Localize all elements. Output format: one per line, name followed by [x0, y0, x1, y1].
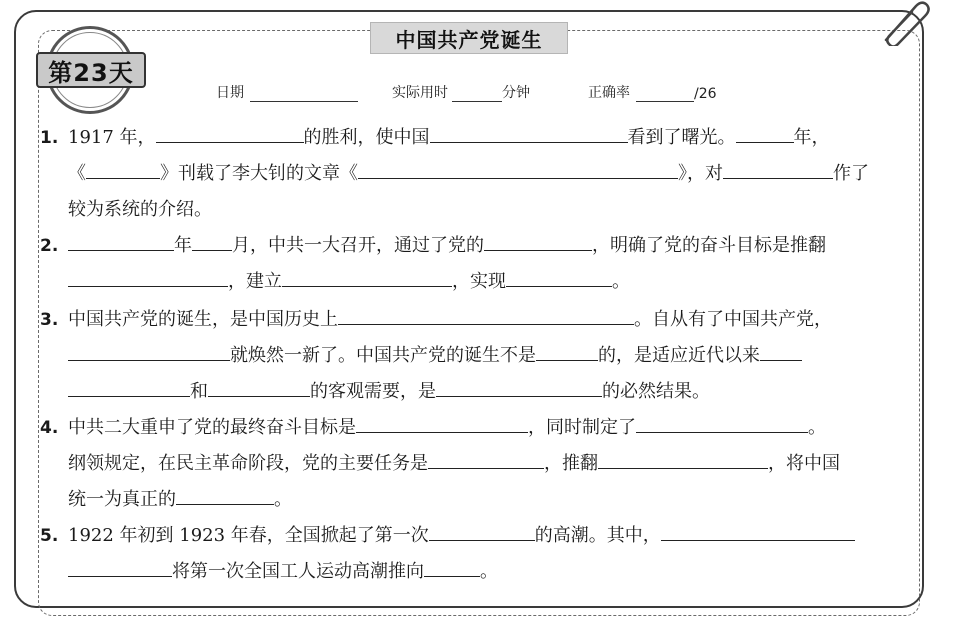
answer-blank[interactable]	[68, 229, 174, 251]
question-line	[68, 120, 830, 156]
answer-blank[interactable]	[723, 157, 833, 179]
question-text: ，明确了党的奋斗目标是推翻	[592, 235, 826, 256]
question-text: 的客观需要，是	[310, 381, 436, 402]
question-text: 看到了曙光。	[627, 127, 736, 148]
question-text: 的，是适应近代以来	[598, 345, 760, 366]
question-text: 统一为真正的	[68, 489, 176, 510]
answer-blank[interactable]	[192, 229, 232, 251]
answer-blank[interactable]	[428, 447, 544, 469]
answer-blank[interactable]	[68, 265, 228, 287]
answer-blank[interactable]	[736, 121, 794, 143]
question-text: 和	[190, 381, 208, 402]
question-text: 1917 年，	[68, 127, 156, 148]
question-text: 。	[612, 271, 630, 292]
question-text: ，建立	[228, 271, 282, 292]
question-text: 作了	[833, 163, 869, 184]
answer-blank[interactable]	[506, 265, 612, 287]
answer-blank[interactable]	[176, 483, 274, 505]
answer-blank[interactable]	[661, 519, 855, 541]
question-line	[68, 410, 826, 446]
question-line	[68, 446, 840, 482]
question-text: 》刊载了李大钊的文章《	[160, 163, 358, 184]
question-line	[68, 156, 869, 192]
accuracy-label: 正确率	[588, 85, 630, 101]
question-text: 。	[480, 561, 498, 582]
answer-blank[interactable]	[68, 375, 190, 397]
question-text: 》，对	[678, 163, 723, 184]
question-line	[68, 192, 212, 228]
answer-blank[interactable]	[68, 555, 172, 577]
question-text: 就焕然一新了。中国共产党的诞生不是	[230, 345, 536, 366]
question-line	[68, 554, 498, 590]
day-badge	[28, 26, 148, 114]
question-text: 1922 年初到 1923 年春，全国掀起了第一次	[68, 525, 429, 546]
answer-blank[interactable]	[282, 265, 452, 287]
question-text: 年，	[793, 127, 830, 148]
question-text: 中共二大重申了党的最终奋斗目标是	[68, 417, 356, 438]
question-number: 5.	[40, 526, 59, 546]
question-text: 。	[274, 489, 292, 510]
accuracy-total: /26	[694, 86, 717, 102]
question-text: ，将中国	[768, 453, 840, 474]
question-line	[68, 482, 292, 518]
answer-blank[interactable]	[86, 157, 160, 179]
time-unit: 分钟	[502, 85, 530, 101]
answer-blank[interactable]	[430, 121, 628, 143]
question-text: 的高潮。其中，	[534, 525, 661, 546]
answer-blank[interactable]	[484, 229, 592, 251]
question-text: ，实现	[452, 271, 506, 292]
accuracy-field	[588, 82, 717, 102]
accuracy-blank[interactable]	[636, 86, 694, 102]
question-text: 较为系统的介绍。	[68, 199, 212, 220]
question-text: 的胜利，使中国	[303, 127, 430, 148]
answer-blank[interactable]	[156, 121, 304, 143]
question-text: 纲领规定，在民主革命阶段，党的主要任务是	[68, 453, 428, 474]
answer-blank[interactable]	[424, 555, 480, 577]
date-field	[216, 82, 358, 102]
question-number: 3.	[40, 310, 59, 330]
question-text: 的必然结果。	[602, 381, 710, 402]
answer-blank[interactable]	[760, 339, 802, 361]
time-field	[392, 82, 530, 102]
paperclip-icon	[872, 0, 930, 46]
question-line	[68, 264, 630, 300]
answer-blank[interactable]	[536, 339, 598, 361]
question-text: 将第一次全国工人运动高潮推向	[172, 561, 424, 582]
question-text: ，推翻	[544, 453, 598, 474]
question-text: 月，中共一大召开，通过了党的	[232, 235, 484, 256]
time-label: 实际用时	[392, 85, 448, 101]
worksheet-title: 中国共产党诞生	[370, 22, 568, 54]
question-text: 《	[68, 163, 86, 184]
answer-blank[interactable]	[636, 411, 808, 433]
question-line	[68, 302, 832, 338]
question-text: 中国共产党的诞生，是中国历史上	[68, 309, 338, 330]
question-text: 。自从有了中国共产党，	[634, 309, 832, 330]
answer-blank[interactable]	[358, 157, 678, 179]
question-number: 4.	[40, 418, 59, 438]
answer-blank[interactable]	[338, 303, 634, 325]
question-text: ，同时制定了	[528, 417, 636, 438]
question-text: 。	[808, 417, 826, 438]
answer-blank[interactable]	[68, 339, 230, 361]
answer-blank[interactable]	[356, 411, 528, 433]
question-number: 2.	[40, 236, 59, 256]
date-blank[interactable]	[250, 86, 358, 102]
question-line	[68, 228, 826, 264]
answer-blank[interactable]	[436, 375, 602, 397]
question-line	[68, 338, 802, 374]
answer-blank[interactable]	[429, 519, 535, 541]
answer-blank[interactable]	[208, 375, 310, 397]
day-label: 第23天	[36, 52, 146, 88]
question-number: 1.	[40, 128, 59, 148]
time-blank[interactable]	[452, 86, 502, 102]
question-line	[68, 518, 855, 554]
answer-blank[interactable]	[598, 447, 768, 469]
date-label: 日期	[216, 85, 244, 101]
question-text: 年	[174, 235, 192, 256]
question-line	[68, 374, 710, 410]
